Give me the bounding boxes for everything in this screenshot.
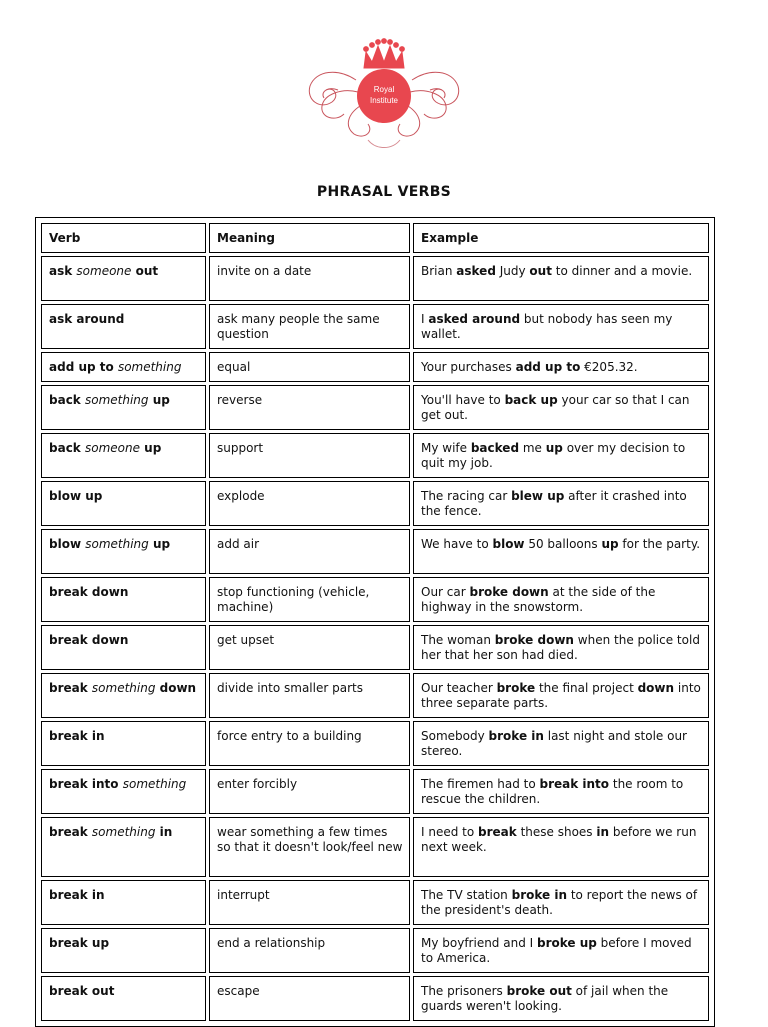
text-run: me bbox=[519, 441, 546, 455]
text-run: broke down bbox=[469, 585, 549, 599]
text-run: asked bbox=[456, 264, 496, 278]
text-run: back up bbox=[504, 393, 558, 407]
verb-cell bbox=[41, 256, 206, 301]
example-cell bbox=[413, 481, 709, 526]
text-run: The prisoners bbox=[421, 984, 507, 998]
text-run: You'll have to bbox=[421, 393, 505, 407]
text-run: 50 balloons bbox=[524, 537, 602, 551]
table-row bbox=[41, 673, 709, 718]
text-run: before I moved to America. bbox=[421, 936, 692, 965]
text-run: break bbox=[478, 825, 517, 839]
text-run: someone bbox=[84, 441, 140, 455]
text-run: Brian bbox=[421, 264, 457, 278]
example-cell bbox=[413, 769, 709, 814]
meaning-cell: interrupt bbox=[209, 880, 410, 925]
example-cell bbox=[413, 577, 709, 622]
meaning-cell: ask many people the same question bbox=[209, 304, 410, 349]
text-run: your car so that I can get out. bbox=[421, 393, 690, 422]
text-run: break bbox=[49, 681, 92, 695]
text-run: last night and stole our stereo. bbox=[421, 729, 687, 758]
text-run: break into bbox=[49, 777, 123, 791]
text-run: break in bbox=[49, 888, 105, 902]
meaning-cell: stop functioning (vehicle, machine) bbox=[209, 577, 410, 622]
text-run: backed bbox=[470, 441, 520, 455]
text-run: something bbox=[85, 537, 149, 551]
text-run: for the party. bbox=[618, 537, 701, 551]
example-cell bbox=[413, 304, 709, 349]
text-run: Our teacher bbox=[421, 681, 497, 695]
meaning-cell: force entry to a building bbox=[209, 721, 410, 766]
text-run: The woman bbox=[421, 633, 495, 647]
text-run: The firemen had to bbox=[421, 777, 540, 791]
text-run: break bbox=[49, 825, 92, 839]
text-run: something bbox=[117, 360, 182, 374]
example-cell bbox=[413, 976, 709, 1021]
text-run: when the police told her that her son had died. bbox=[421, 633, 700, 662]
table-row bbox=[41, 529, 709, 574]
table-row bbox=[41, 880, 709, 925]
verb-cell bbox=[41, 385, 206, 430]
example-cell bbox=[413, 625, 709, 670]
example-cell bbox=[413, 529, 709, 574]
text-run: My wife bbox=[421, 441, 471, 455]
table-row bbox=[41, 481, 709, 526]
example-cell bbox=[413, 385, 709, 430]
table-row bbox=[41, 352, 709, 382]
text-run: the final project bbox=[535, 681, 638, 695]
table-row bbox=[41, 385, 709, 430]
text-run: these shoes bbox=[516, 825, 597, 839]
table-row bbox=[41, 769, 709, 814]
phrasal-verbs-table-frame bbox=[35, 217, 715, 1027]
text-run: I bbox=[421, 312, 429, 326]
text-run: broke up bbox=[537, 936, 597, 950]
meaning-cell: invite on a date bbox=[209, 256, 410, 301]
document-title: PHRASAL VERBS bbox=[316, 184, 452, 200]
text-run: of jail when the guards weren't looking. bbox=[421, 984, 669, 1013]
text-run: The TV station bbox=[421, 888, 512, 902]
text-run: asked around bbox=[428, 312, 521, 326]
text-run: ask around bbox=[49, 312, 125, 326]
text-run: at the side of the highway in the snowstorm. bbox=[421, 585, 656, 614]
text-run: The racing car bbox=[421, 489, 512, 503]
text-run: up bbox=[148, 393, 170, 407]
text-run: but nobody has seen my wallet. bbox=[421, 312, 673, 341]
logo-text-line1: Royal bbox=[373, 85, 395, 94]
meaning-cell: escape bbox=[209, 976, 410, 1021]
text-run: out bbox=[131, 264, 159, 278]
header-example: Example bbox=[413, 223, 709, 253]
text-run: into three separate parts. bbox=[421, 681, 701, 710]
text-run: break in bbox=[49, 729, 105, 743]
logo-text-line2: Institute bbox=[369, 96, 399, 105]
text-run: break down bbox=[49, 585, 129, 599]
text-run: break up bbox=[49, 936, 110, 950]
verb-cell bbox=[41, 625, 206, 670]
example-cell bbox=[413, 352, 709, 382]
table-row bbox=[41, 256, 709, 301]
text-run: Somebody bbox=[421, 729, 489, 743]
text-run: €205.32. bbox=[580, 360, 638, 374]
meaning-cell: end a relationship bbox=[209, 928, 410, 973]
verb-cell bbox=[41, 928, 206, 973]
meaning-cell: divide into smaller parts bbox=[209, 673, 410, 718]
table-row bbox=[41, 721, 709, 766]
text-run: break down bbox=[49, 633, 129, 647]
meaning-cell: support bbox=[209, 433, 410, 478]
table-row bbox=[41, 577, 709, 622]
text-run: blow bbox=[49, 537, 86, 551]
text-run: out bbox=[529, 264, 552, 278]
example-cell bbox=[413, 433, 709, 478]
meaning-cell: wear something a few times so that it doesn't look/feel new bbox=[209, 817, 410, 877]
text-run: broke in bbox=[488, 729, 544, 743]
royal-institute-logo-graphic bbox=[298, 30, 470, 158]
verb-cell bbox=[41, 721, 206, 766]
verb-cell bbox=[41, 481, 206, 526]
verb-cell bbox=[41, 673, 206, 718]
text-run: My boyfriend and I bbox=[421, 936, 537, 950]
phrasal-verbs-table bbox=[38, 220, 712, 1024]
text-run: up bbox=[139, 441, 162, 455]
example-cell bbox=[413, 880, 709, 925]
text-run: after it crashed into the fence. bbox=[421, 489, 687, 518]
text-run: up bbox=[601, 537, 619, 551]
meaning-cell: get upset bbox=[209, 625, 410, 670]
verb-cell bbox=[41, 769, 206, 814]
table-row bbox=[41, 817, 709, 877]
meaning-cell: enter forcibly bbox=[209, 769, 410, 814]
text-run: in bbox=[596, 825, 610, 839]
text-run: break into bbox=[539, 777, 610, 791]
table-row bbox=[41, 625, 709, 670]
text-run: something bbox=[91, 825, 156, 839]
text-run: something bbox=[122, 777, 187, 791]
verb-cell bbox=[41, 304, 206, 349]
verb-cell bbox=[41, 529, 206, 574]
header-verb: Verb bbox=[41, 223, 206, 253]
text-run: down bbox=[155, 681, 197, 695]
text-run: blow bbox=[492, 537, 525, 551]
text-run: I need to bbox=[421, 825, 479, 839]
text-run: back bbox=[49, 441, 85, 455]
table-header-row bbox=[41, 223, 709, 253]
text-run: broke bbox=[496, 681, 536, 695]
text-run: ask bbox=[49, 264, 77, 278]
example-cell bbox=[413, 817, 709, 877]
table-body bbox=[41, 256, 709, 1021]
table-row bbox=[41, 928, 709, 973]
verb-cell bbox=[41, 352, 206, 382]
text-run: something bbox=[91, 681, 156, 695]
text-run: back bbox=[49, 393, 85, 407]
text-run: broke out bbox=[506, 984, 572, 998]
text-run: break out bbox=[49, 984, 115, 998]
verb-cell bbox=[41, 880, 206, 925]
text-run: broke in bbox=[511, 888, 567, 902]
text-run: blew up bbox=[511, 489, 565, 503]
text-run: blow up bbox=[49, 489, 103, 503]
table-row bbox=[41, 304, 709, 349]
header-meaning: Meaning bbox=[209, 223, 410, 253]
meaning-cell: explode bbox=[209, 481, 410, 526]
text-run: in bbox=[155, 825, 173, 839]
text-run: to dinner and a movie. bbox=[551, 264, 693, 278]
table-row bbox=[41, 976, 709, 1021]
example-cell bbox=[413, 928, 709, 973]
verb-cell bbox=[41, 577, 206, 622]
text-run: Judy bbox=[495, 264, 530, 278]
meaning-cell: add air bbox=[209, 529, 410, 574]
text-run: Our car bbox=[421, 585, 470, 599]
verb-cell bbox=[41, 976, 206, 1021]
text-run: up bbox=[545, 441, 563, 455]
meaning-cell: equal bbox=[209, 352, 410, 382]
meaning-cell: reverse bbox=[209, 385, 410, 430]
royal-institute-logo bbox=[298, 30, 470, 158]
text-run: down bbox=[637, 681, 675, 695]
verb-cell bbox=[41, 817, 206, 877]
text-run: something bbox=[84, 393, 149, 407]
text-run: add up to bbox=[515, 360, 581, 374]
text-run: before we run next week. bbox=[421, 825, 697, 854]
text-run: someone bbox=[76, 264, 132, 278]
text-run: broke down bbox=[494, 633, 574, 647]
text-run: We have to bbox=[421, 537, 493, 551]
text-run: add up to bbox=[49, 360, 118, 374]
example-cell bbox=[413, 256, 709, 301]
verb-cell bbox=[41, 433, 206, 478]
text-run: the room to rescue the children. bbox=[421, 777, 684, 806]
text-run: up bbox=[148, 537, 171, 551]
text-run: to report the news of the president's death. bbox=[421, 888, 698, 917]
example-cell bbox=[413, 673, 709, 718]
example-cell bbox=[413, 721, 709, 766]
text-run: Your purchases bbox=[421, 360, 516, 374]
table-row bbox=[41, 433, 709, 478]
text-run: over my decision to quit my job. bbox=[421, 441, 686, 470]
